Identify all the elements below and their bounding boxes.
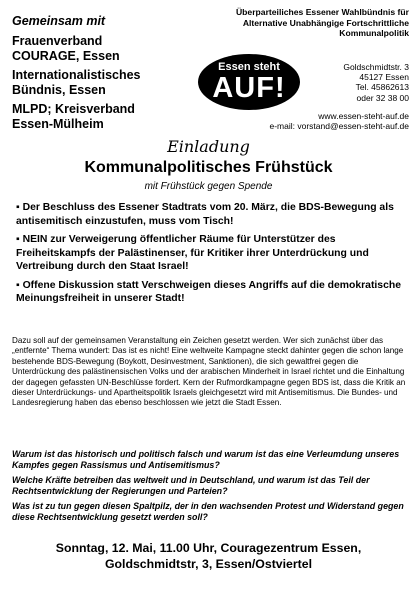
contact-block: [195, 111, 409, 131]
demand-bullet: ▪ Der Beschluss des Essener Stadtrats vom 20. März, die BDS-Bewegung als antisemitisch einzustufen, muss vom Tisch!: [16, 202, 394, 227]
logo-line1: Essen steht: [218, 61, 280, 73]
invitation-heading: Einladung: [167, 137, 250, 156]
question: Welche Kräfte betreiben das weltweit und in Deutschland, und warum ist das Teil der Rechtsentwicklung der Regierungen und Parteien?: [12, 474, 370, 497]
organizations-list: [12, 34, 197, 132]
website-link[interactable]: www.essen-steht-auf.de: [318, 111, 409, 121]
org-line: Frauenverband: [12, 34, 103, 48]
demands-list: [16, 201, 408, 311]
org-line: Bündnis, Essen: [12, 82, 106, 97]
demand-bullet: ▪ NEIN zur Verweigerung öffentlicher Räume für Unterstützer des Freiheitskampfs der Palästinenser, für Kritiker ihrer Unterdrückung und Vertreibung durch den Staat Israel!: [16, 234, 369, 272]
event-title: Kommunalpolitisches Frühstück: [84, 159, 333, 176]
alliance-line: Kommunalpolitik: [339, 28, 409, 38]
body-paragraph: Dazu soll auf der gemeinsamen Veranstaltung ein Zeichen gesetzt werden. Wer sich zunächst über das „entfernte“ Thema wundert: Das ist es nicht! Eine weltweite Kampagne steckt dahinter gegen die schon lange bestehende BDS-Bewegung (Boykott, Desinvestment, Sanktionen), die sich gewaltfrei gegen die Unterdrückung des palästinensischen Volks und der arabischen Minderheit in Israel richtet und die Einhaltung der dagegen gefassten UN-Beschlüsse fordert. Kern der Rufmordkampagne gegen BDS ist, dass die Kritik an dieser Unterdrückungs- und Apartheitspolitik Israels gleichgesetzt wird mit Antisemitismus. Die Bundes- und Landesregierung haben das ebenso beschlossen wie jetzt die Stadt Essen.: [12, 336, 406, 408]
question: Warum ist das historisch und politisch falsch und warum ist das eine Verleumdung unseres Kampfes gegen Rassismus und Antisemitismus?: [12, 449, 400, 471]
org-line: Essen-Mülheim: [12, 116, 104, 131]
alliance-description: [201, 7, 409, 39]
alliance-line: Überparteiliches Essener Wahlbündnis für: [235, 7, 409, 17]
event-details: [0, 540, 417, 572]
logo-line2: AUF!: [212, 72, 286, 104]
event-date-line: Sonntag, 12. Mai, 11.00 Uhr, Couragezentrum Essen,: [55, 541, 362, 555]
demand-bullet: ▪ Offene Diskussion statt Verschweigen dieses Angriffs auf die demokratische Meinungsfreiheit in unserer Stadt!: [16, 279, 401, 304]
address-block: [305, 62, 409, 103]
essen-steht-auf-logo: [198, 54, 300, 110]
intro-text: Gemeinsam mit: [12, 14, 106, 28]
org-line: MLPD; Kreisverband: [12, 102, 135, 117]
address-line: Goldschmidtstr. 3: [343, 62, 409, 72]
alliance-line: Alternative Unabhängige Fortschrittliche: [242, 17, 409, 28]
email-link[interactable]: e-mail: vorstand@essen-steht-auf.de: [269, 121, 409, 132]
event-location-line: Goldschmidtstr, 3, Essen/Ostviertel: [104, 557, 313, 571]
address-line: Tel. 45862613: [355, 82, 409, 93]
questions-block: [12, 449, 408, 526]
question: Was ist zu tun gegen diesen Spaltpilz, der in den wachsenden Protest und Widerstand gegen diese Rechtsentwicklung gesetzt werden soll?: [12, 500, 404, 523]
org-line: COURAGE, Essen: [12, 48, 120, 63]
address-line: oder 32 38 00: [356, 92, 409, 103]
org-line: Internationalistisches: [12, 68, 141, 83]
address-line: 45127 Essen: [359, 72, 409, 83]
event-subtitle: mit Frühstück gegen Spende: [144, 181, 273, 192]
